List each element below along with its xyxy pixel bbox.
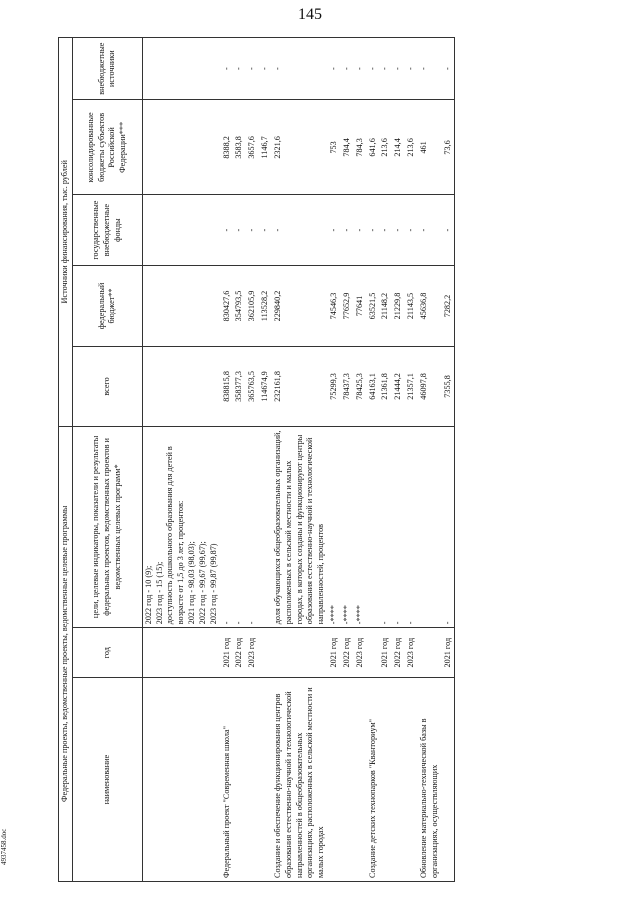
cell-funds: -: [392, 195, 405, 265]
cell-federal: 63521,5: [367, 265, 380, 347]
cell-extra: -: [418, 38, 442, 100]
cell-goal: -: [246, 426, 259, 628]
cell-goal: -****: [354, 426, 367, 628]
table-row: [246, 38, 259, 882]
table-row: [379, 38, 392, 882]
cell-total: [142, 347, 220, 426]
header-sources: Источники финансирования, тыс. рублей: [59, 38, 73, 427]
cell-federal: 21143,5: [405, 265, 418, 347]
cell-year: [418, 628, 442, 678]
cell-name: [246, 678, 259, 882]
table-row: [341, 38, 354, 882]
cell-goal: [418, 426, 442, 628]
cell-goal: [367, 426, 380, 628]
cell-total: 358377,3: [233, 347, 246, 426]
cell-funds: -: [259, 195, 272, 265]
cell-year: 2021 год: [379, 628, 392, 678]
cell-regional: 3657,6: [246, 100, 259, 195]
cell-year: 2021 год: [221, 628, 234, 678]
cell-extra: -: [328, 38, 341, 100]
cell-federal: 77652,9: [341, 265, 354, 347]
cell-extra: -: [354, 38, 367, 100]
cell-regional: 8388,2: [221, 100, 234, 195]
cell-federal: 45636,8: [418, 265, 442, 347]
cell-federal: 21229,8: [392, 265, 405, 347]
cell-goal: -: [392, 426, 405, 628]
table-row: [405, 38, 418, 882]
financing-table: [58, 37, 455, 882]
table-row: [392, 38, 405, 882]
cell-extra: -: [246, 38, 259, 100]
document-id: 4937458.doc: [0, 828, 8, 865]
cell-regional: 3583,8: [233, 100, 246, 195]
cell-funds: -: [233, 195, 246, 265]
cell-funds: -: [367, 195, 380, 265]
header-federal: федеральный бюджет**: [72, 265, 142, 347]
cell-funds: -: [272, 195, 328, 265]
cell-name: [233, 678, 246, 882]
header-goals: цели, целевые индикаторы, показатели и результаты федеральных проектов, ведомственных проектов и ведомственных целевых программ*: [72, 426, 142, 628]
cell-extra: -: [272, 38, 328, 100]
cell-name: Федеральный проект "Современная школа": [221, 678, 234, 882]
cell-name: [442, 678, 455, 882]
cell-regional: 641,6: [367, 100, 380, 195]
cell-extra: [142, 38, 220, 100]
cell-name: [328, 678, 341, 882]
cell-federal: 229840,2: [272, 265, 328, 347]
cell-name: [405, 678, 418, 882]
cell-regional: 784,4: [341, 100, 354, 195]
cell-year: 2021 год: [442, 628, 455, 678]
table-row: [221, 38, 234, 882]
cell-total: 64163,1: [367, 347, 380, 426]
cell-federal: 7282,2: [442, 265, 455, 347]
cell-goal: -****: [328, 426, 341, 628]
cell-extra: -: [341, 38, 354, 100]
cell-year: 2023 год: [246, 628, 259, 678]
cell-name: Обновление материально-технической базы в организациях, осуществляющих: [418, 678, 442, 882]
cell-year: 2021 год: [328, 628, 341, 678]
cell-name: [379, 678, 392, 882]
cell-federal: [142, 265, 220, 347]
cell-goal: доля обучающихся общеобразовательных организаций, расположенных в сельской местности и малых городах, в которых созданы и функционируют центры образования естественно-научной и технологической направленностей, процентов: [272, 426, 328, 628]
cell-total: 46097,8: [418, 347, 442, 426]
cell-funds: -: [418, 195, 442, 265]
cell-regional: 1146,7: [259, 100, 272, 195]
cell-federal: 830427,6: [221, 265, 234, 347]
header-year: год: [72, 628, 142, 678]
header-total: всего: [72, 347, 142, 426]
header-regional: консолидированные бюджеты субъектов Российской Федерации***: [72, 100, 142, 195]
cell-funds: [142, 195, 220, 265]
cell-federal: 21148,2: [379, 265, 392, 347]
cell-regional: 461: [418, 100, 442, 195]
cell-total: 21357,1: [405, 347, 418, 426]
table-row: [442, 38, 455, 882]
cell-year: 2022 год: [392, 628, 405, 678]
cell-total: 114674,9: [259, 347, 272, 426]
cell-funds: -: [341, 195, 354, 265]
cell-federal: 74546,3: [328, 265, 341, 347]
cell-total: 232161,8: [272, 347, 328, 426]
cell-goal: -: [221, 426, 234, 628]
table-row: [142, 38, 220, 882]
cell-extra: -: [379, 38, 392, 100]
cell-federal: 362105,9: [246, 265, 259, 347]
cell-name: Создание детских технопарков "Кванториум": [367, 678, 380, 882]
cell-regional: 214,4: [392, 100, 405, 195]
rotated-table-container: [58, 37, 588, 882]
cell-name: [259, 678, 272, 882]
cell-total: 78425,3: [354, 347, 367, 426]
cell-regional: [142, 100, 220, 195]
cell-name: [341, 678, 354, 882]
cell-extra: -: [233, 38, 246, 100]
cell-funds: -: [379, 195, 392, 265]
cell-year: [367, 628, 380, 678]
cell-year: [272, 628, 328, 678]
cell-funds: -: [221, 195, 234, 265]
cell-regional: 2321,6: [272, 100, 328, 195]
table-row: [328, 38, 341, 882]
cell-goal: 2022 год - 10 (9); 2023 год - 15 (15); доступность дошкольного образования для детей в возрасте от 1,5 до 3 лет, процентов: 2021 год - 98,03 (98,03); 2022 год - 99,67 (99,67); 2023 год - 99,87 (99,87): [142, 426, 220, 628]
cell-extra: -: [259, 38, 272, 100]
cell-goal: -: [405, 426, 418, 628]
table-row: [259, 38, 272, 882]
cell-regional: 213,6: [405, 100, 418, 195]
table-row: [233, 38, 246, 882]
header-extra: внебюджетные источники: [72, 38, 142, 100]
cell-total: 838815,8: [221, 347, 234, 426]
cell-extra: -: [442, 38, 455, 100]
cell-extra: -: [367, 38, 380, 100]
cell-name: [142, 678, 220, 882]
cell-total: 75299,3: [328, 347, 341, 426]
table-body: [142, 38, 455, 882]
cell-federal: 113528,2: [259, 265, 272, 347]
cell-funds: -: [328, 195, 341, 265]
cell-goal: -****: [341, 426, 354, 628]
cell-total: 7355,8: [442, 347, 455, 426]
page-number: 145: [298, 6, 322, 23]
table-row: [272, 38, 328, 882]
cell-name: Создание и обеспечение функционирования центров образования естественно-научной и технологической направленностей в общеобразовательных организациях, расположенных в сельской местности и малых городах: [272, 678, 328, 882]
cell-federal: 354793,5: [233, 265, 246, 347]
cell-federal: 77641: [354, 265, 367, 347]
cell-funds: -: [354, 195, 367, 265]
cell-year: 2022 год: [341, 628, 354, 678]
cell-goal: -: [233, 426, 246, 628]
cell-name: [354, 678, 367, 882]
header-name: наименование: [72, 678, 142, 882]
cell-regional: 784,3: [354, 100, 367, 195]
cell-total: 78437,3: [341, 347, 354, 426]
cell-total: 21444,2: [392, 347, 405, 426]
cell-year: 2023 год: [354, 628, 367, 678]
table-row: [354, 38, 367, 882]
cell-year: 2022 год: [233, 628, 246, 678]
cell-name: [392, 678, 405, 882]
header-funds: государственные внебюджетные фонды: [72, 195, 142, 265]
cell-total: 365763,5: [246, 347, 259, 426]
cell-funds: -: [246, 195, 259, 265]
cell-year: [142, 628, 220, 678]
cell-year: 2023 год: [405, 628, 418, 678]
cell-goal: [259, 426, 272, 628]
cell-total: 21361,8: [379, 347, 392, 426]
cell-year: [259, 628, 272, 678]
table-row: [367, 38, 380, 882]
cell-regional: 753: [328, 100, 341, 195]
cell-regional: 213,6: [379, 100, 392, 195]
cell-funds: -: [442, 195, 455, 265]
cell-goal: -: [379, 426, 392, 628]
cell-extra: -: [221, 38, 234, 100]
cell-funds: -: [405, 195, 418, 265]
cell-extra: -: [405, 38, 418, 100]
cell-extra: -: [392, 38, 405, 100]
header-programs: Федеральные проекты, ведомственные проекты, ведомственные целевые программы: [59, 426, 73, 881]
table-row: [418, 38, 442, 882]
cell-regional: 73,6: [442, 100, 455, 195]
cell-goal: -: [442, 426, 455, 628]
